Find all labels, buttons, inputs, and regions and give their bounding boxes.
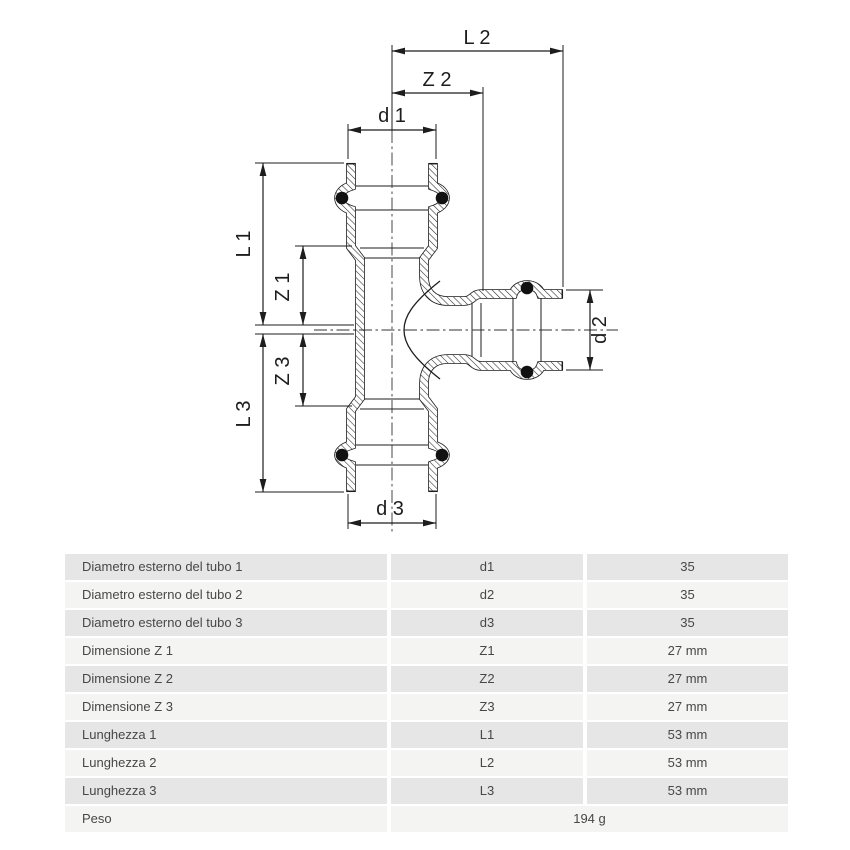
spec-row-value: 35 [587, 554, 788, 580]
spec-row-symbol: Z1 [391, 638, 583, 664]
fitting-walls-hatch [339, 163, 563, 492]
label-Z1: Z 1 [272, 272, 294, 302]
spec-row-label: Diametro esterno del tubo 3 [65, 610, 387, 636]
spec-row-value: 27 mm [587, 666, 788, 692]
label-L1: L 1 [233, 230, 255, 258]
spec-row-symbol: L1 [391, 722, 583, 748]
tube-end-caps [347, 164, 563, 492]
interior-feature-lines [356, 186, 541, 465]
dim-Z3 [300, 334, 307, 406]
spec-row-label: Dimensione Z 1 [65, 638, 387, 664]
dim-Z1 [300, 246, 307, 325]
spec-row-label: Lunghezza 2 [65, 750, 387, 776]
fitting-walls [339, 163, 563, 492]
spec-row-label: Diametro esterno del tubo 2 [65, 582, 387, 608]
spec-row-value: 53 mm [587, 722, 788, 748]
dim-L3 [260, 334, 267, 492]
spec-row-value: 53 mm [587, 778, 788, 804]
spec-row-symbol: L2 [391, 750, 583, 776]
label-L2: L 2 [463, 27, 491, 49]
dim-L1 [260, 163, 267, 325]
label-d2: d 2 [589, 316, 611, 344]
label-L3: L 3 [233, 400, 255, 428]
spec-row-symbol: d2 [391, 582, 583, 608]
spec-row-symbol: d1 [391, 554, 583, 580]
spec-row-value: 35 [587, 610, 788, 636]
label-Z3: Z 3 [272, 356, 294, 386]
spec-row-label: Lunghezza 3 [65, 778, 387, 804]
spec-row-symbol: Z2 [391, 666, 583, 692]
spec-row-label: Diametro esterno del tubo 1 [65, 554, 387, 580]
label-Z2: Z 2 [422, 69, 452, 91]
spec-row-value: 27 mm [587, 694, 788, 720]
spec-row-label: Peso [65, 806, 387, 832]
label-d3: d 3 [376, 498, 404, 520]
spec-row-value: 53 mm [587, 750, 788, 776]
spec-row-label: Dimensione Z 2 [65, 666, 387, 692]
spec-row-symbol: L3 [391, 778, 583, 804]
label-d1: d 1 [378, 105, 406, 127]
spec-table [65, 554, 788, 832]
spec-row-label: Dimensione Z 3 [65, 694, 387, 720]
spec-row-value: 35 [587, 582, 788, 608]
spec-row-value: 27 mm [587, 638, 788, 664]
spec-row-symbol: Z3 [391, 694, 583, 720]
spec-row-merged-value: 194 g [391, 806, 788, 832]
spec-row-symbol: d3 [391, 610, 583, 636]
spec-row-label: Lunghezza 1 [65, 722, 387, 748]
